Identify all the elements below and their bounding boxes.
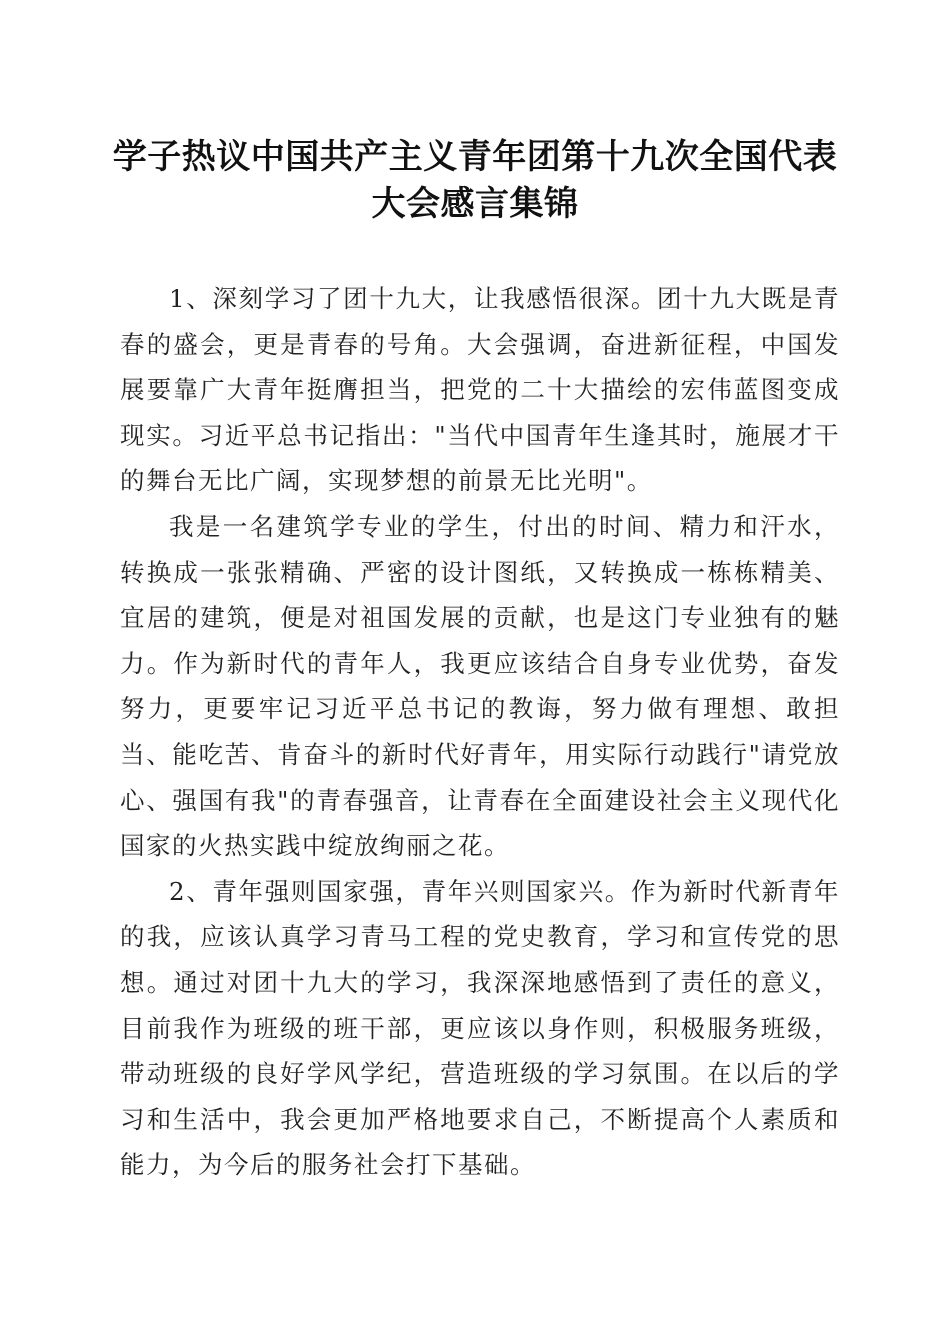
document-title: 学子热议中国共产主义青年团第十九次全国代表大会感言集锦 [112,137,838,224]
paragraph-1: 1、深刻学习了团十九大，让我感悟很深。团十九大既是青春的盛会，更是青春的号角。大会强调，奋进新征程，中国发展要靠广大青年挺膺担当，把党的二十大描绘的宏伟蓝图变成现实。习近平总书记指出："当代中国青年生逢其时，施展才干的舞台无比广阔，实现梦想的前景无比光明"。 [120,284,840,496]
document-body [120,276,840,1188]
paragraph-3: 2、青年强则国家强，青年兴则国家兴。作为新时代新青年的我，应该认真学习青马工程的党史教育，学习和宣传党的思想。通过对团十九大的学习，我深深地感悟到了责任的意义，目前我作为班级的班干部，更应该以身作则，积极服务班级，带动班级的良好学风学纪，营造班级的学习氛围。在以后的学习和生活中，我会更加严格地要求自己，不断提高个人素质和能力，为今后的服务社会打下基础。 [120,876,840,1180]
paragraph-2: 我是一名建筑学专业的学生，付出的时间、精力和汗水，转换成一张张精确、严密的设计图纸，又转换成一栋栋精美、宜居的建筑，便是对祖国发展的贡献，也是这门专业独有的魅力。作为新时代的青年人，我更应该结合自身专业优势，奋发努力，更要牢记习近平总书记的教诲，努力做有理想、敢担当、能吃苦、肯奋斗的新时代好青年，用实际行动践行"请党放心、强国有我"的青春强音，让青春在全面建设社会主义现代化国家的火热实践中绽放绚丽之花。 [120,511,840,861]
